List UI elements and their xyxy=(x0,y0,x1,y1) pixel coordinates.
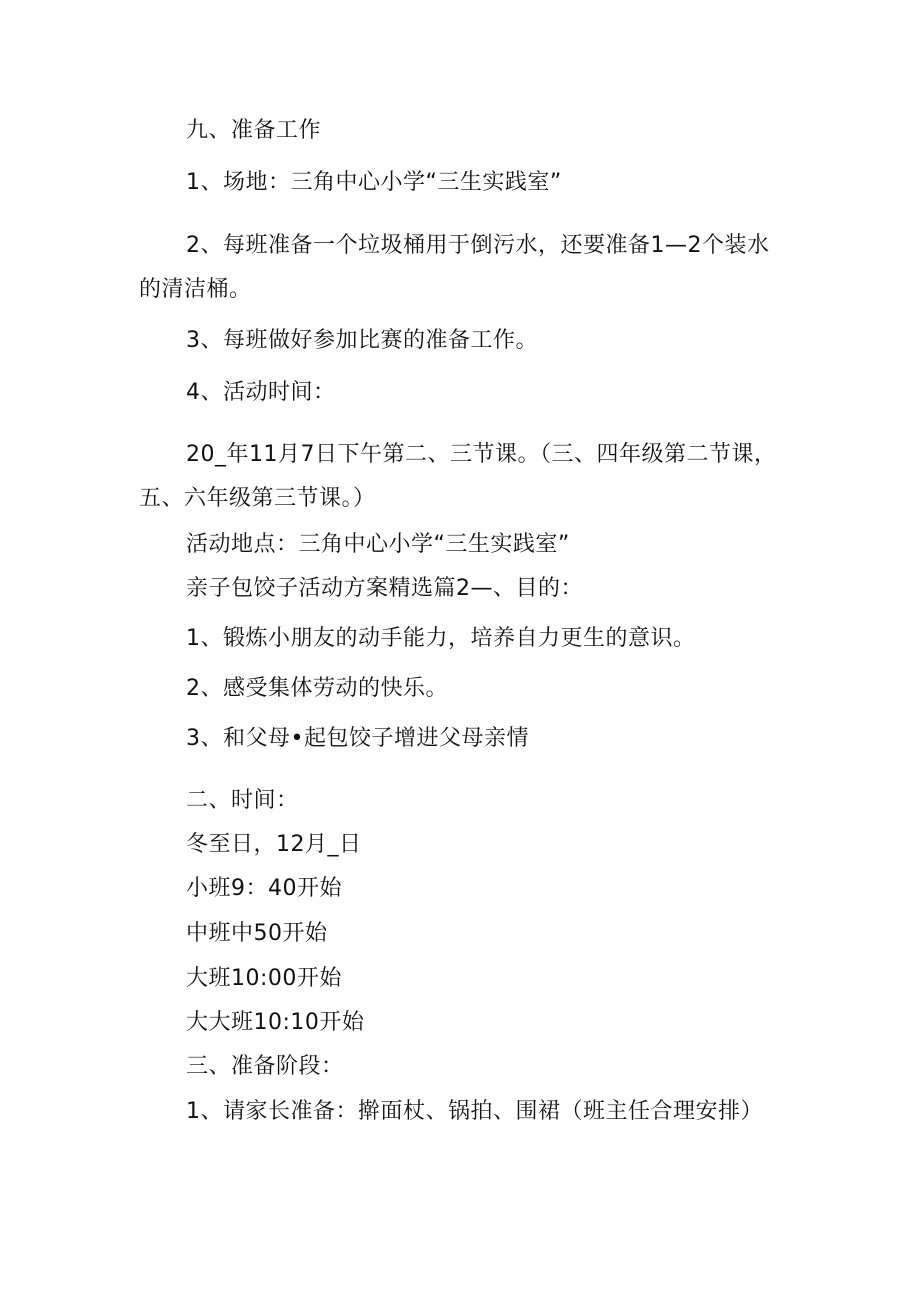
list-item-goal-1: 1、锻炼小朋友的动手能力，培养自力更生的意识。 xyxy=(186,626,696,651)
paragraph-activity-time-label: 4、活动时间： xyxy=(186,380,336,405)
schedule-big-class: 大班10:00开始 xyxy=(186,966,342,991)
list-item-goal-3: 3、和父母•起包饺子增进父母亲情 xyxy=(186,726,529,751)
schedule-senior-class: 大大班10:10开始 xyxy=(186,1010,365,1035)
schedule-small-class: 小班9：40开始 xyxy=(186,876,342,901)
section-heading-time: 二、时间： xyxy=(186,788,299,813)
paragraph-competition-prep: 3、每班做好参加比赛的准备工作。 xyxy=(186,328,538,353)
paragraph-activity-time-line2: 五、六年级第三节课。） xyxy=(139,486,376,511)
paragraph-activity-time-line1: 20_年11月7日下午第二、三节课。（三、四年级第二节课， xyxy=(186,442,777,467)
list-item-goal-2: 2、感受集体劳动的快乐。 xyxy=(186,676,448,701)
paragraph-date: 冬至日，12月_日 xyxy=(186,832,362,857)
paragraph-buckets-line1: 2、每班准备一个垃圾桶用于倒污水，还要准备1—2个装水 xyxy=(186,233,770,258)
section-heading-goals: 亲子包饺子活动方案精选篇2—、目的： xyxy=(186,576,583,601)
section-heading-preparation-stage: 三、准备阶段： xyxy=(186,1054,344,1079)
paragraph-buckets-line2: 的清洁桶。 xyxy=(139,277,252,302)
paragraph-parent-supplies: 1、请家长准备：擀面杖、锅拍、围裙（班主任合理安排） xyxy=(186,1099,763,1124)
paragraph-venue: 1、场地：三角中心小学“三生实践室” xyxy=(186,170,562,195)
paragraph-activity-location: 活动地点：三角中心小学“三生实践室” xyxy=(186,532,570,557)
section-heading-preparation: 九、准备工作 xyxy=(186,118,322,143)
schedule-middle-class: 中班中50开始 xyxy=(186,921,328,946)
